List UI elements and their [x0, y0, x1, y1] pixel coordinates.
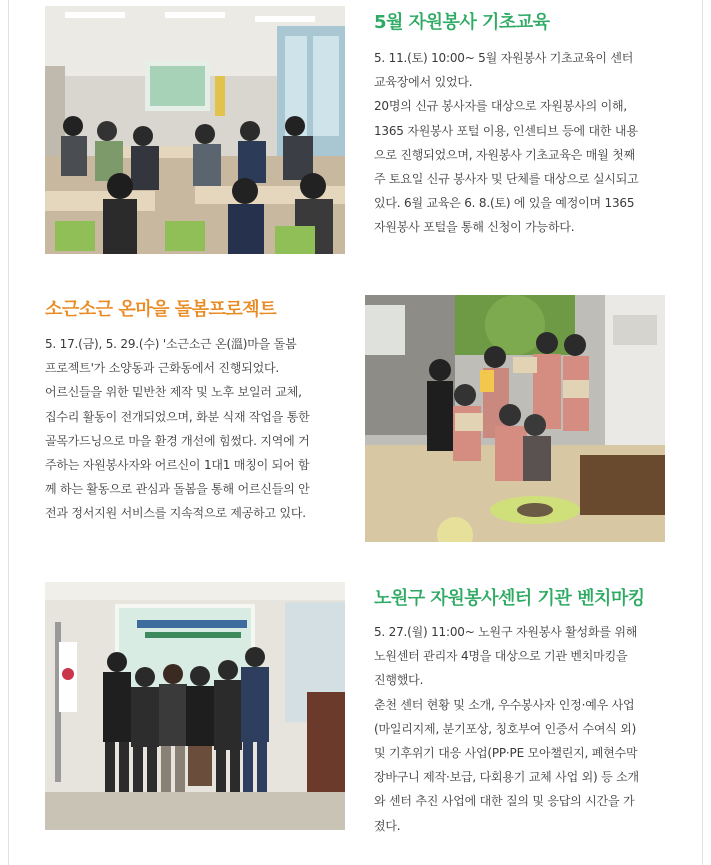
body-line: 어르신들을 위한 밑반찬 제작 및 노후 보일러 교체, [45, 385, 302, 400]
left-frame-line [8, 0, 9, 865]
section-title: 5월 자원봉사 기초교육 [374, 12, 550, 33]
benchmarking-group-photo [45, 582, 345, 830]
classroom-photo [45, 6, 345, 254]
body-line: 장바구니 제작·보급, 다회용기 교체 사업 외) 등 소개 [374, 770, 639, 785]
section-title: 노원구 자원봉사센터 기관 벤치마킹 [374, 588, 645, 609]
section-body [374, 620, 684, 838]
body-line: 춘천 센터 현황 및 소개, 우수봉사자 인정·예우 사업 [374, 697, 635, 712]
body-line: 진행했다. [374, 673, 424, 688]
body-line: 자원봉사 포털을 통해 신청이 가능하다. [374, 220, 575, 235]
body-line: 5. 17.(금), 5. 29.(수) '소근소근 온(溫)마을 돌봄 [45, 337, 297, 351]
body-line: 있다. 6월 교육은 6. 8.(토) 에 있을 예정이며 1365 [374, 196, 635, 211]
body-line: 및 기후위기 대응 사업(PP·PE 모아챌린지, 폐현수막 [374, 746, 638, 761]
body-line: 노원센터 관리자 4명을 대상으로 기관 벤치마킹을 [374, 649, 628, 664]
section-title: 소근소근 온마을 돌봄프로젝트 [45, 299, 277, 320]
body-line: 주 토요일 신규 봉사자 및 단체를 대상으로 실시되고 [374, 172, 639, 187]
body-line: (마일리지제, 분기포상, 칭호부여 인증서 수여식 외) [374, 721, 637, 736]
body-line: 20명의 신규 봉사자를 대상으로 자원봉사의 이해, [374, 99, 628, 114]
body-line: 집수리 활동이 전개되었으며, 화분 식재 작업을 통한 [45, 409, 310, 424]
body-line: 교육장에서 있었다. [374, 75, 473, 90]
body-line: 전과 정서지원 서비스를 지속적으로 제공하고 있다. [45, 506, 306, 521]
body-line: 프로젝트'가 소양동과 근화동에서 진행되었다. [45, 361, 280, 376]
body-line: 와 센터 추진 사업에 대한 질의 및 응답의 시간을 가 [374, 794, 635, 809]
body-line: 5. 27.(월) 11:00~ 노원구 자원봉사 활성화를 위해 [374, 625, 638, 639]
right-frame-line [702, 0, 703, 865]
body-line: 5. 11.(토) 10:00~ 5월 자원봉사 기초교육이 센터 [374, 51, 634, 65]
body-line: 주하는 자원봉사자와 어르신이 1대1 매칭이 되어 함 [45, 458, 310, 473]
section-body [374, 46, 684, 240]
body-line: 께 하는 활동으로 관심과 돌봄을 통해 어르신들의 안 [45, 482, 310, 497]
section-body [45, 332, 355, 526]
volunteers-garden-photo [365, 295, 665, 542]
body-line: 으로 진행되었으며, 자원봉사 기초교육은 매월 첫째 [374, 147, 635, 162]
body-line: 1365 자원봉사 포털 이용, 인센티브 등에 대한 내용 [374, 123, 638, 138]
body-line: 졌다. [374, 818, 401, 833]
body-line: 골목가드닝으로 마을 환경 개선에 힘썼다. 지역에 거 [45, 433, 310, 448]
